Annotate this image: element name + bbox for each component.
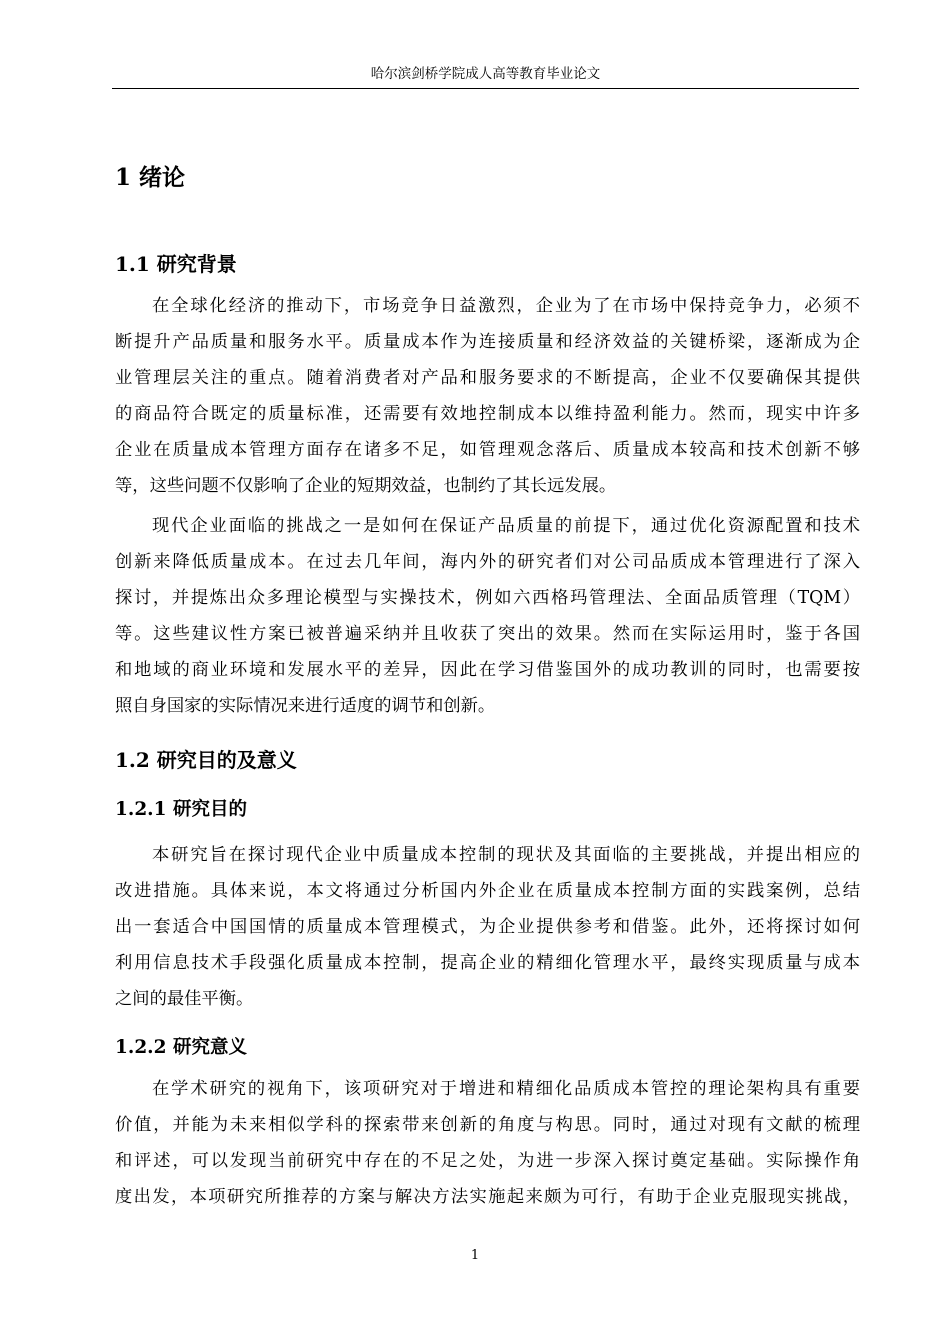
running-header: 哈尔滨剑桥学院成人高等教育毕业论文 bbox=[112, 64, 859, 89]
text-line: 在全球化经济的推动下，市场竞争日益激烈，企业为了在市场中保持竞争力，必须不 bbox=[152, 296, 860, 316]
text-line: 创新来降低质量成本。在过去几年间，海内外的研究者们对公司品质成本管理进行了深入 bbox=[115, 552, 860, 572]
text-line: 的商品符合既定的质量标准，还需要有效地控制成本以维持盈利能力。然而，现实中许多 bbox=[115, 404, 860, 424]
subsection-heading-1-2-2: 1.2.2 研究意义 bbox=[115, 1037, 247, 1058]
text-line: 出一套适合中国国情的质量成本管理模式，为企业提供参考和借鉴。此外，还将探讨如何 bbox=[115, 917, 860, 937]
paragraph-significance bbox=[115, 1071, 860, 1215]
section-heading-1-1: 1.1 研究背景 bbox=[115, 252, 237, 276]
paragraph-background-1 bbox=[115, 288, 860, 504]
chapter-title: 1 绪论 bbox=[115, 164, 186, 191]
text-line: 和评述，可以发现当前研究中存在的不足之处，为进一步深入探讨奠定基础。实际操作角 bbox=[115, 1151, 860, 1171]
text-line: 价值，并能为未来相似学科的探索带来创新的角度与构思。同时，通过对现有文献的梳理 bbox=[115, 1115, 860, 1135]
text-line: 断提升产品质量和服务水平。质量成本作为连接质量和经济效益的关键桥梁，逐渐成为企 bbox=[115, 332, 860, 352]
text-line: 度出发，本项研究所推荐的方案与解决方法实施起来颇为可行，有助于企业克服现实挑战， bbox=[115, 1187, 860, 1207]
text-line: 探讨，并提炼出众多理论模型与实操技术，例如六西格玛管理法、全面品质管理（TQM） bbox=[115, 588, 860, 608]
text-line: 利用信息技术手段强化质量成本控制，提高企业的精细化管理水平，最终实现质量与成本 bbox=[115, 953, 860, 973]
text-line: 改进措施。具体来说，本文将通过分析国内外企业在质量成本控制方面的实践案例，总结 bbox=[115, 881, 860, 901]
paragraph-purpose bbox=[115, 837, 860, 1017]
text-line: 企业在质量成本管理方面存在诸多不足，如管理观念落后、质量成本较高和技术创新不够 bbox=[115, 440, 860, 460]
text-line: 照自身国家的实际情况来进行适度的调节和创新。 bbox=[115, 696, 496, 716]
text-line: 和地域的商业环境和发展水平的差异，因此在学习借鉴国外的成功教训的同时，也需要按 bbox=[115, 660, 860, 680]
text-line: 等，这些问题不仅影响了企业的短期效益，也制约了其长远发展。 bbox=[115, 476, 617, 496]
text-line: 在学术研究的视角下，该项研究对于增进和精细化品质成本管控的理论架构具有重要 bbox=[152, 1079, 860, 1099]
paragraph-background-2 bbox=[115, 508, 860, 724]
text-line: 本研究旨在探讨现代企业中质量成本控制的现状及其面临的主要挑战，并提出相应的 bbox=[152, 845, 860, 865]
text-line: 业管理层关注的重点。随着消费者对产品和服务要求的不断提高，企业不仅要确保其提供 bbox=[115, 368, 860, 388]
section-heading-1-2: 1.2 研究目的及意义 bbox=[115, 748, 297, 772]
subsection-heading-1-2-1: 1.2.1 研究目的 bbox=[115, 799, 247, 820]
text-line: 之间的最佳平衡。 bbox=[115, 989, 254, 1009]
page-number: 1 bbox=[470, 1248, 480, 1263]
text-line: 等。这些建议性方案已被普遍采纳并且收获了突出的效果。然而在实际运用时，鉴于各国 bbox=[115, 624, 860, 644]
text-line: 现代企业面临的挑战之一是如何在保证产品质量的前提下，通过优化资源配置和技术 bbox=[152, 516, 860, 536]
